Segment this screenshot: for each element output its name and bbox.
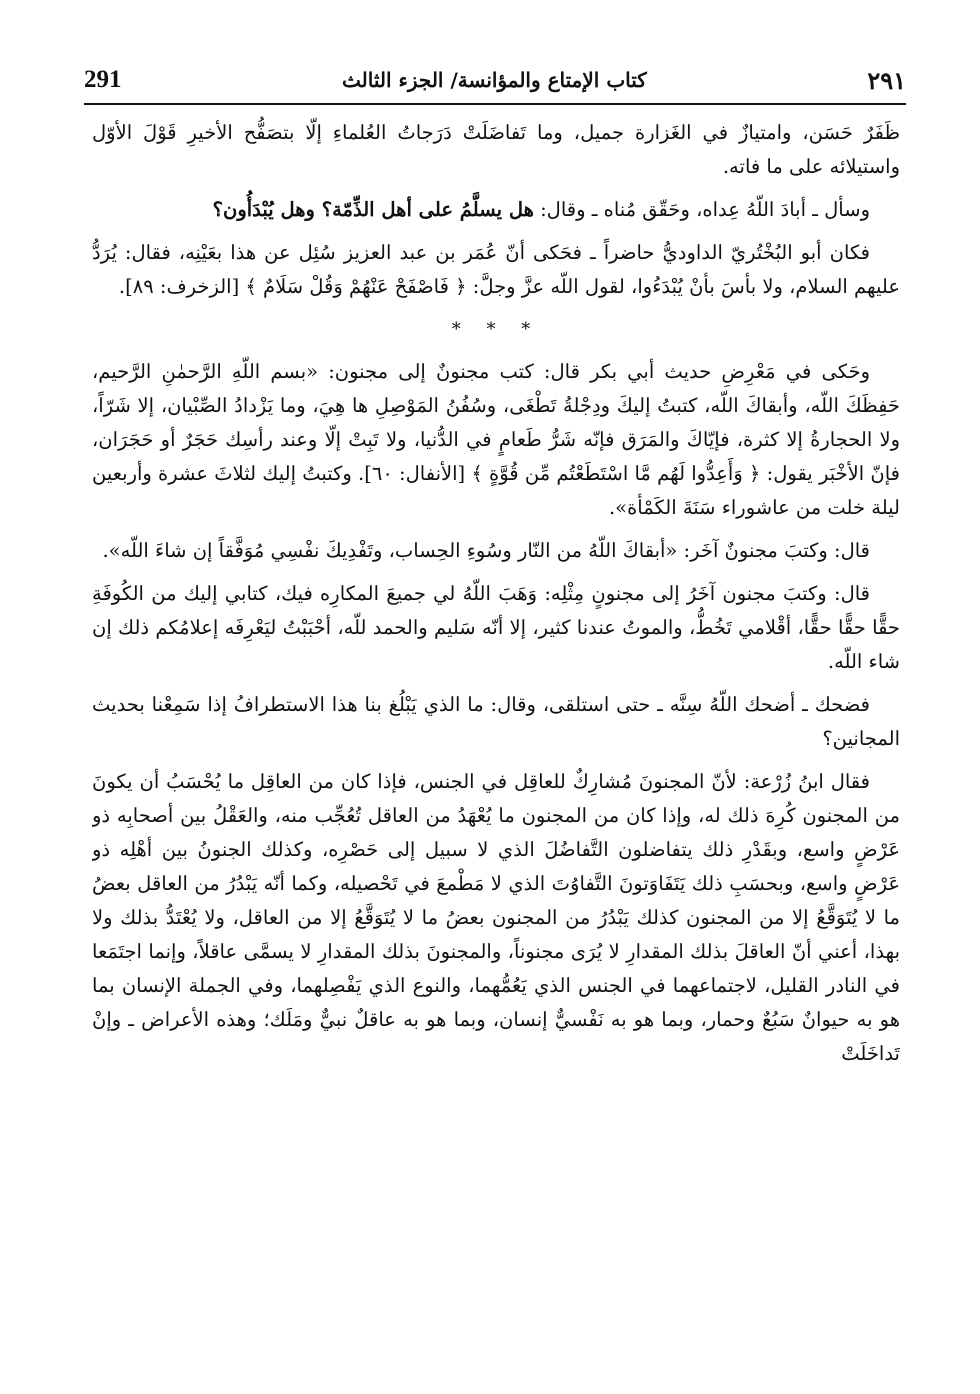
paragraph-1: ظَفَرٌ حَسَن، وامتيازٌ في الغَزارة جميل، وما تَفاضَلَتْ دَرَجاتُ العُلماءِ إلّا بتصَفُّح الأخيرِ قَوْلَ الأوّل واستيلائه على ما فاته.: [92, 121, 900, 178]
paragraph-2-lead: وسأل ـ أبادَ اللّهُ عِداه، وحَقّق مُناه ـ وقال:: [540, 198, 870, 221]
paragraph-7: فضحك ـ أضحك اللّهُ سِنَّه ـ حتى استلقى، وقال: ما الذي يَبْلُغ بنا هذا الاستطرافُ إذا سَمِعْنا بحديث المجانين؟: [92, 693, 900, 750]
paragraph-3: فكان أبو البُخْتُريّ الداوديُّ حاضراً ـ فحَكى أنّ عُمَر بن عبد العزيز سُئِل عن هذا بعَيْنِه، فقال: يُرَدُّ عليهم السلام، ولا بأسَ بأنْ يُبْدَءُوا، لقول اللّه عزَّ وجلَّ: ﴿ فَاصْفَحْ عَنْهُمْ وَقُلْ سَلَامٌ ﴾ [الزخرف: ٨٩].: [92, 241, 900, 298]
paragraph-4: وحَكى في مَعْرِضِ حديث أبي بكر قال: كتب مجنونٌ إلى مجنون: «بسم اللّهِ الرَّحمٰنِ الرَّحيم، حَفِظَكَ اللّه، وأبقاكَ اللّه، كتبتُ إليكَ ودِجْلةُ تَطْغَى، وسُفُنُ المَوْصِلِ ها هِيَ، وما يَزْدادُ الصِّبْيان، إلا شَرّاً، ولا الحجارةُ إلا كثرة، فإيّاكَ والمَرَق فإنّه شَرُّ طَعامٍ في الدُّنيا، ولا تَبِتْ إلّا وعند رأسِك حَجَرٌ أو حَجَرَان، فإنّ الأخْبَر يقول: ﴿ وَأَعِدُّوا لَهُم مَّا اسْتَطَعْتُم مِّن قُوَّةٍ ﴾ [الأنفال: ٦٠]. وكتبتُ إليك لثلاثَ عشرة وأربعين ليلة خلت من عاشوراء سَنَةَ الكَمْأة».: [92, 360, 900, 519]
paragraph-6: قال: وكتبَ مجنون آخَرُ إلى مجنونٍ مِثْلِه: وَهَبَ اللّهُ لي جميعَ المكارِه فيك، كتابي إليك من الكُوفَةِ حقًّا حقًّا حقًّا، أقْلامي تَخُطُّ، والموتُ عندنا كثير، إلا أنّه سَليم والحمد للّه، أحْبَبْتُ ليَعْرِفَه إعلامُكم ذلك إن شاء اللّه.: [92, 582, 900, 673]
page-body: [92, 116, 900, 1386]
running-title: كتاب الإمتاع والمؤانسة/ الجزء الثالث: [342, 68, 647, 92]
paragraph-5: قال: وكتبَ مجنونٌ آخَر: «أبقاكَ اللّهُ من النّار وسُوءِ الحِساب، وتَفْدِيكَ نفْسِي مُوَفَّقاً إن شاءَ اللّه».: [102, 539, 870, 562]
question-text: هل يسلَّمُ على أهل الذِّمّة؟ وهل يُبْدَأُون؟: [212, 198, 534, 221]
header-rule: [84, 103, 906, 105]
paragraph-8: فقال ابنُ زُرْعة: لأنّ المجنونَ مُشارِكٌ للعاقِل في الجنس، فإذا كان من العاقِل ما يُحْسَبُ أن يكونَ من المجنون كُرِهَ ذلك له، وإذا كان من المجنون ما يُعْهَدُ من العاقل تُعُجِّب منه، والعَقْلُ بين أصحابِه ذو عَرْضٍ واسع، وبقَدْرِ ذلك يتفاضلون التَّفاضُلَ الذي لا سبيل إلى حَصْرِه، وكذلك الجنونُ بين أهْلِه ذو عَرْضٍ واسع، وبحسَبِ ذلك يَتَفَاوَتونَ التَّفاوُتَ الذي لا مَطْمعَ في تَحْصيله، وكما أنّه يَبْدُرُ من العاقل بعضُ ما لا يُتَوَقَّعُ إلا من المجنون كذلك يَبْدُرُ من المجنون بعضُ ما لا يُتَوَقَّعُ إلا من العاقل، ولا يُعْتَدُّ بذلك ولا بهذا، أعني أنّ العاقلَ بذلك المقدارِ لا يُرَى مجنوناً، والمجنونَ بذلك المقدارِ لا يسمَّى عاقلاً، وإنما اجتَمَعا في النادر القليل، لاجتماعهما في الجنس الذي يَعُمُّهما، والنوع الذي يَفْصِلهما، وفي الجملة الإنسان بما هو به حيوانٌ سَبُعٌ وحمار، وبما هو به نَفْسيٌّ إنسان، وبما هو به عاقلٌ نبيٌّ ومَلَك؛ وهذه الأعراض ـ وإنْ تَداخَلَتْ: [92, 770, 900, 1065]
running-header: [84, 58, 906, 102]
page-number-arabic: ٢٩١: [867, 65, 906, 95]
page-number-latin: 291: [84, 66, 122, 93]
section-separator: * * *: [451, 319, 541, 340]
paragraph-2: [92, 193, 900, 227]
